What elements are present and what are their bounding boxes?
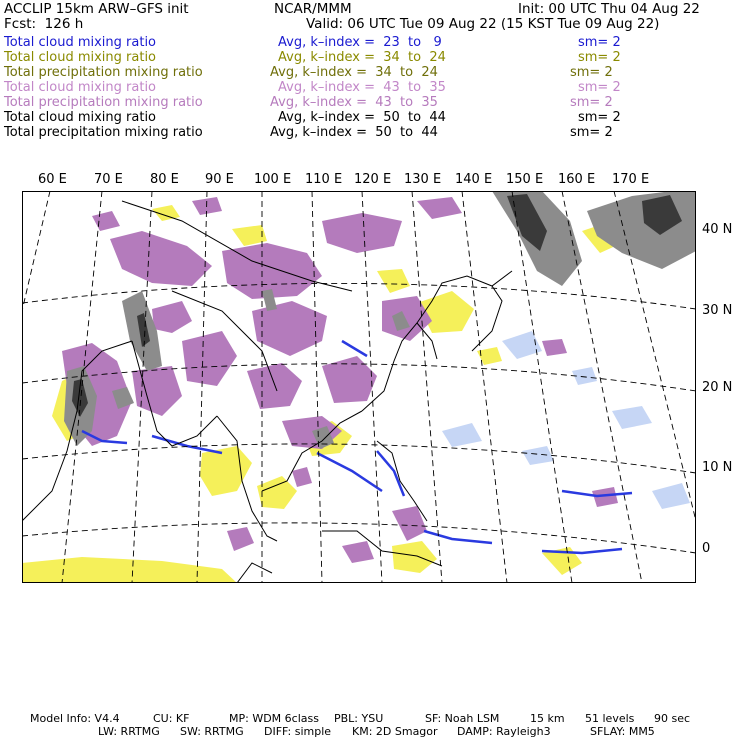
legend-field-7: Total precipitation mixing ratio — [4, 125, 203, 140]
lat-label-30n: 30 N — [702, 303, 733, 318]
forecast-map — [22, 191, 696, 583]
legend-sm-2: sm= 2 — [578, 50, 621, 65]
legend-avg-4: Avg, k–index = 43 to 35 — [278, 80, 446, 95]
lon-label-170e: 170 E — [612, 172, 650, 187]
lon-label-60e: 60 E — [38, 172, 67, 187]
valid-time: Valid: 06 UTC Tue 09 Aug 22 (15 KST Tue 09 Aug 22) — [306, 16, 660, 32]
legend-sm-5: sm= 2 — [570, 95, 613, 110]
footer-sflay: SFLAY: MM5 — [590, 725, 655, 738]
lon-label-140e: 140 E — [455, 172, 493, 187]
footer-damp: DAMP: Rayleigh3 — [457, 725, 551, 738]
legend-field-4: Total cloud mixing ratio — [4, 80, 157, 95]
legend-field-1: Total cloud mixing ratio — [4, 35, 157, 50]
lat-label-40n: 40 N — [702, 222, 733, 237]
legend-avg-2: Avg, k–index = 34 to 24 — [278, 50, 446, 65]
footer-mp: MP: WDM 6class — [229, 712, 319, 725]
lon-label-70e: 70 E — [94, 172, 123, 187]
legend-avg-6: Avg, k–index = 50 to 44 — [278, 110, 446, 125]
legend-field-6: Total cloud mixing ratio — [4, 110, 157, 125]
footer-cu: CU: KF — [153, 712, 190, 725]
legend-avg-5: Avg, k–index = 43 to 35 — [270, 95, 438, 110]
lon-label-120e: 120 E — [354, 172, 392, 187]
lon-label-110e: 110 E — [305, 172, 343, 187]
init-time: Init: 00 UTC Thu 04 Aug 22 — [518, 1, 700, 17]
footer-sw: SW: RRTMG — [180, 725, 244, 738]
lat-label-0: 0 — [702, 541, 711, 556]
legend-sm-7: sm= 2 — [570, 125, 613, 140]
legend-field-3: Total precipitation mixing ratio — [4, 65, 203, 80]
footer-model-info: Model Info: V4.4 — [30, 712, 120, 725]
footer-diff: DIFF: simple — [264, 725, 332, 738]
legend-sm-6: sm= 2 — [578, 110, 621, 125]
footer-lw: LW: RRTMG — [98, 725, 160, 738]
title-center: NCAR/MMM — [274, 1, 352, 17]
footer-pbl: PBL: YSU — [334, 712, 384, 725]
footer-km: KM: 2D Smagor — [352, 725, 438, 738]
legend-sm-4: sm= 2 — [578, 80, 621, 95]
footer-timestep: 90 sec — [654, 712, 691, 725]
footer-resolution: 15 km — [530, 712, 565, 725]
legend-field-2: Total cloud mixing ratio — [4, 50, 157, 65]
footer-sf: SF: Noah LSM — [425, 712, 500, 725]
lon-label-90e: 90 E — [205, 172, 234, 187]
lat-label-20n: 20 N — [702, 380, 733, 395]
legend-sm-3: sm= 2 — [570, 65, 613, 80]
footer-levels: 51 levels — [585, 712, 635, 725]
lon-label-80e: 80 E — [150, 172, 179, 187]
legend-avg-3: Avg, k–index = 34 to 24 — [270, 65, 438, 80]
forecast-hour: Fcst: 126 h — [4, 16, 84, 32]
legend-sm-1: sm= 2 — [578, 35, 621, 50]
lat-label-10n: 10 N — [702, 460, 733, 475]
legend-avg-1: Avg, k–index = 23 to 9 — [278, 35, 442, 50]
legend-avg-7: Avg, k–index = 50 to 44 — [270, 125, 438, 140]
lon-label-100e: 100 E — [254, 172, 292, 187]
lon-label-150e: 150 E — [506, 172, 544, 187]
title-left: ACCLIP 15km ARW–GFS init — [4, 1, 189, 17]
lon-label-160e: 160 E — [558, 172, 596, 187]
legend-field-5: Total precipitation mixing ratio — [4, 95, 203, 110]
lon-label-130e: 130 E — [404, 172, 442, 187]
